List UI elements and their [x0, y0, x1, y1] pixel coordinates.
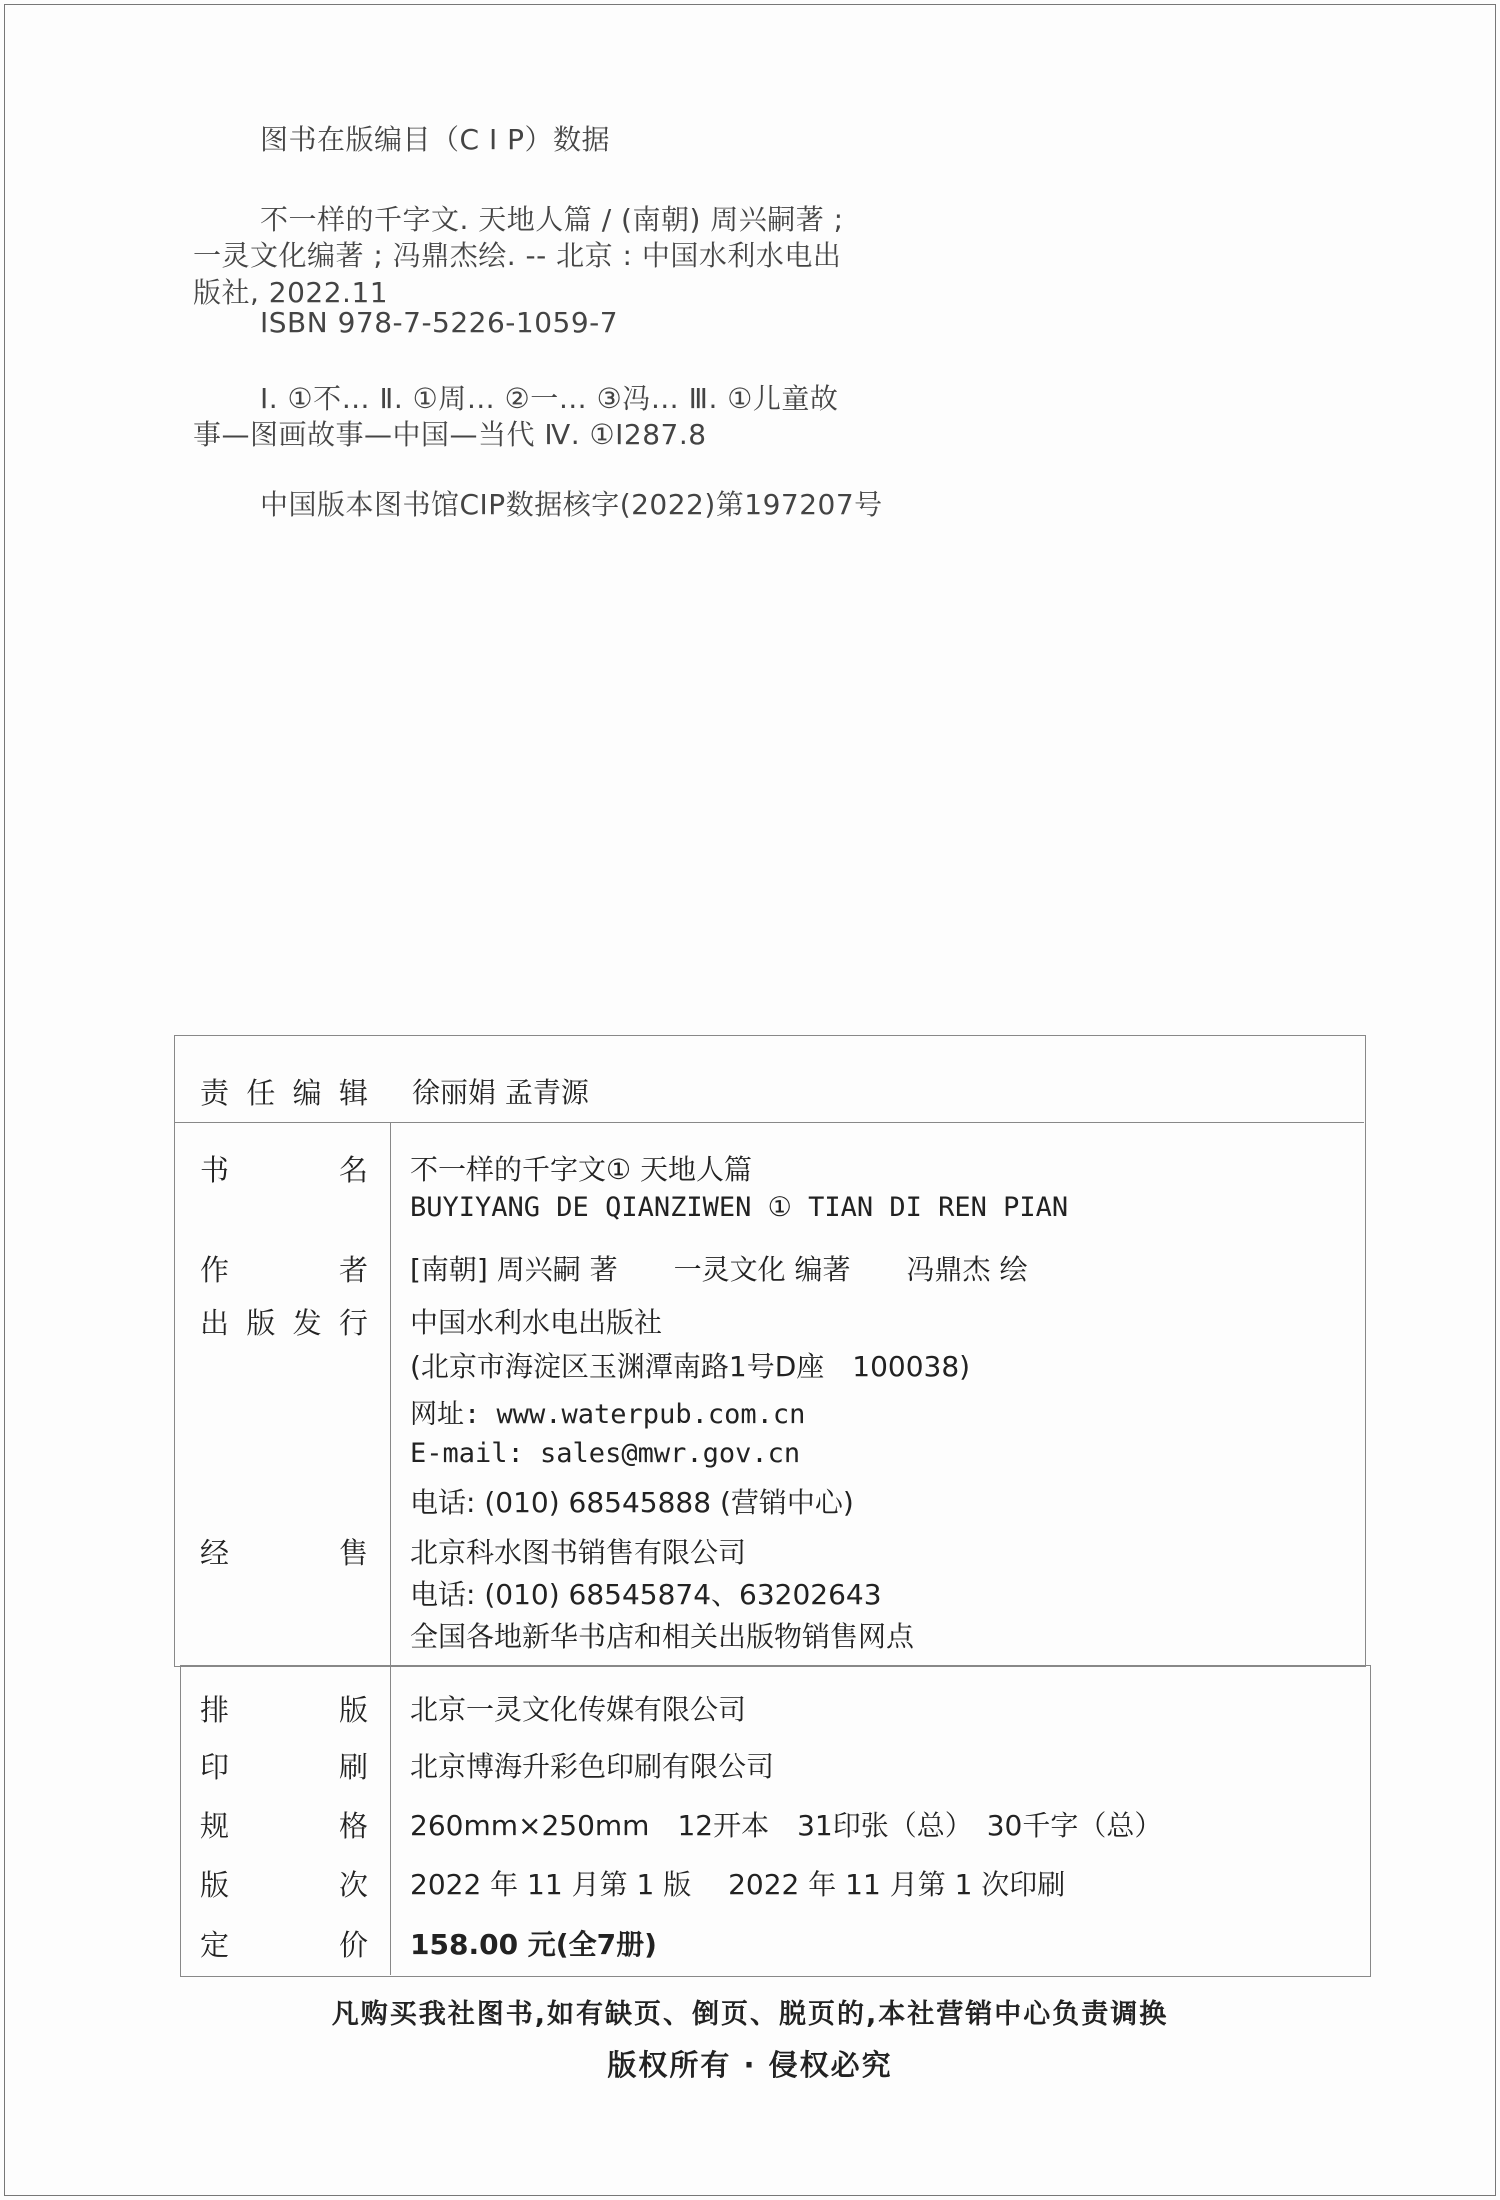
seller-label: 经 售	[200, 1536, 368, 1570]
exchange-notice: 凡购买我社图书,如有缺页、倒页、脱页的,本社营销中心负责调换	[331, 1999, 1169, 2030]
title-label: 书 名	[200, 1153, 368, 1187]
print-value: 北京博海升彩色印刷有限公司	[410, 1750, 775, 1783]
seller-phone: 电话: (010) 68545874、63202643	[410, 1578, 882, 1611]
editor-label: 责 任 编 辑	[200, 1076, 368, 1110]
publisher-phone: 电话: (010) 68545888 (营销中心)	[410, 1486, 854, 1519]
title-cn: 不一样的千字文① 天地人篇	[410, 1153, 753, 1186]
publisher-label: 出 版 发 行	[200, 1306, 368, 1340]
spec-value: 260mm×250mm 12开本 31印张（总） 30千字（总）	[410, 1809, 1163, 1842]
cip-line: 不一样的千字文. 天地人篇 / (南朝) 周兴嗣著 ;	[260, 203, 844, 236]
author-label: 作 者	[200, 1253, 368, 1287]
print-label: 印 刷	[200, 1750, 368, 1784]
cip-class: Ⅰ. ①不… Ⅱ. ①周… ②一… ③冯… Ⅲ. ①儿童故	[260, 382, 839, 415]
editor-value: 徐丽娟 孟青源	[412, 1076, 589, 1109]
cip-line: 一灵文化编著 ; 冯鼎杰绘. -- 北京 : 中国水利水电出	[193, 239, 842, 272]
typeset-label: 排 版	[200, 1693, 368, 1727]
typeset-value: 北京一灵文化传媒有限公司	[410, 1693, 747, 1726]
cip-class: 事—图画故事—中国—当代 Ⅳ. ①I287.8	[193, 418, 707, 451]
edition-label: 版 次	[200, 1868, 368, 1902]
divider	[390, 1122, 391, 1665]
publisher-address: (北京市海淀区玉渊潭南路1号D座 100038)	[410, 1350, 971, 1383]
price-value: 158.00 元(全7册)	[410, 1928, 657, 1961]
cip-heading: 图书在版编目（C I P）数据	[260, 123, 610, 156]
cip-isbn: ISBN 978-7-5226-1059-7	[260, 306, 619, 339]
title-pinyin: BUYIYANG DE QIANZIWEN ① TIAN DI REN PIAN	[410, 1192, 1069, 1223]
price-label: 定 价	[200, 1928, 368, 1962]
divider	[174, 1122, 1364, 1123]
divider	[390, 1665, 391, 1975]
edition-value: 2022 年 11 月第 1 版 2022 年 11 月第 1 次印刷	[410, 1868, 1066, 1901]
publisher-value: 中国水利水电出版社	[410, 1306, 663, 1339]
seller-value: 北京科水图书销售有限公司	[410, 1536, 747, 1569]
publisher-website: 网址: www.waterpub.com.cn	[410, 1399, 806, 1430]
cip-verify: 中国版本图书馆CIP数据核字(2022)第197207号	[260, 488, 883, 521]
author-value: [南朝] 周兴嗣 著 一灵文化 编著 冯鼎杰 绘	[410, 1253, 1028, 1286]
cip-line: 版社, 2022.11	[193, 276, 389, 309]
publisher-email: E-mail: sales@mwr.gov.cn	[410, 1438, 801, 1469]
seller-network: 全国各地新华书店和相关出版物销售网点	[410, 1620, 915, 1653]
spec-label: 规 格	[200, 1809, 368, 1843]
copyright-notice: 版权所有 · 侵权必究	[607, 2048, 893, 2082]
